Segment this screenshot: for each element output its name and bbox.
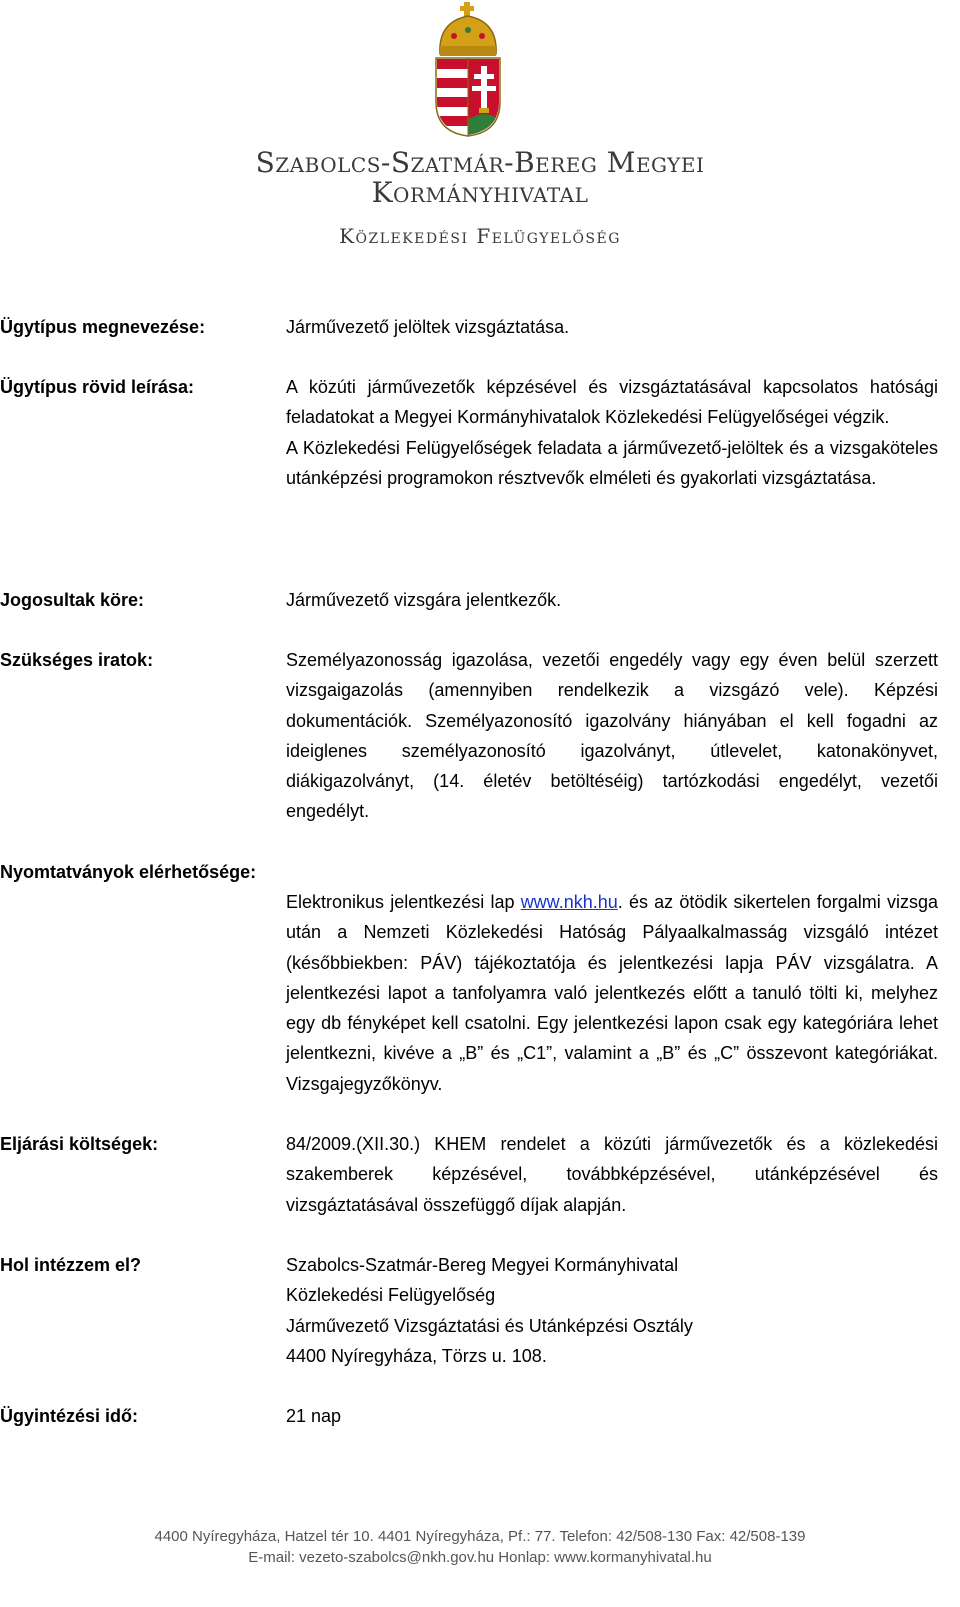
field-value: Személyazonosság igazolása, vezetői engedély vagy egy éven belül szerzett vizsgaigazolás (amennyiben rendelkezik a vizsgázó vele). Képzési dokumentációk. Személyazonosító igazolvány hiányában el kell fogadni az ideiglenes személyazonosító igazolványt, útlevelet, katonakönyvet, diákigazolványt, (14. életév betöltéséig) tartózkodási engedélyt, vezetői engedélyt.: [286, 650, 938, 822]
field-label: Ügytípus megnevezése:: [0, 317, 206, 337]
footer-address: 4400 Nyíregyháza, Hatzel tér 10. 4401 Nyíregyháza, Pf.: 77. Telefon: 42/508-130 Fax: 42/508-139: [154, 1528, 806, 1545]
address-line: Járművezető Vizsgáztatási és Utánképzési Osztály: [286, 1315, 693, 1336]
field-value: Járművezető jelöltek vizsgáztatása.: [286, 317, 570, 337]
text-segment: Elektronikus jelentkezési lap: [286, 892, 521, 912]
field-label: Ügytípus rövid leírása:: [0, 377, 195, 397]
field-label: Jogosultak köre:: [0, 590, 145, 610]
field-label: Nyomtatványok elérhetősége:: [0, 862, 257, 882]
field-value: Járművezető vizsgára jelentkezők.: [286, 590, 562, 610]
org-name-line2: Kormányhivatal: [371, 176, 589, 209]
letterhead: [0, 0, 960, 260]
field-label: Ügyintézési idő:: [0, 1406, 139, 1426]
field-value: [286, 887, 938, 1099]
footer-email-web: E-mail: vezeto-szabolcs@nkh.gov.hu Honlap: www.kormanyhivatal.hu: [248, 1549, 712, 1566]
address-line: Szabolcs-Szatmár-Bereg Megyei Kormányhivatal: [286, 1255, 679, 1275]
field-value: 84/2009.(XII.30.) KHEM rendelet a közúti járművezetők és a közlekedési szakemberek képzésével, továbbképzésével, utánképzésével és vizsgáztatásával összefüggő díjak alapján.: [286, 1134, 938, 1215]
paragraph: A közúti járművezetők képzésével és vizsgáztatásával kapcsolatos hatósági feladatokat a Megyei Kormányhivatalok Közlekedési Felügyelőségei végzik.: [286, 377, 938, 428]
hungarian-coat-of-arms-icon: [434, 2, 502, 138]
paragraph: A Közlekedési Felügyelőségek feladata a járművezető-jelöltek és a vizsgaköteles utánképzési programokon résztvevők elméleti és gyakorlati vizsgáztatása.: [286, 437, 938, 488]
org-name-line1: Szabolcs-Szatmár-Bereg Megyei: [255, 146, 705, 179]
field-label: Szükséges iratok:: [0, 650, 154, 670]
footer-contact: [0, 1526, 960, 1568]
nkh-link[interactable]: www.nkh.hu: [520, 892, 618, 912]
address-line: 4400 Nyíregyháza, Törzs u. 108.: [286, 1345, 547, 1366]
field-value: 21 nap: [286, 1406, 342, 1426]
field-value: [286, 372, 938, 493]
field-label: Eljárási költségek:: [0, 1134, 159, 1154]
org-department: Közlekedési Felügyelőség: [339, 224, 621, 248]
address-block: [286, 1250, 938, 1371]
field-label: Hol intézzem el?: [0, 1255, 142, 1275]
text-segment: . és az ötödik sikertelen forgalmi vizsga után a Nemzeti Közlekedési Hatóság Pályaalkalmasság vizsgáló intézet (későbbiekben: PÁV) tájékoztatója és jelentkezési lapja PÁV vizsgálatra. A jelentkezési lapot a tanfolyamra való jelentkezés előtt a tanuló tölti ki, melyhez egy db fényképet kell csatolni. Egy jelentkezési lapon csak egy kategóriára lehet jelentkezni, kivéve a „B” és „C1”, valamint a „B” és „C” összevont kategóriákat. Vizsgajegyzőkönyv.: [286, 892, 939, 1094]
address-line: Közlekedési Felügyelőség: [286, 1285, 496, 1306]
